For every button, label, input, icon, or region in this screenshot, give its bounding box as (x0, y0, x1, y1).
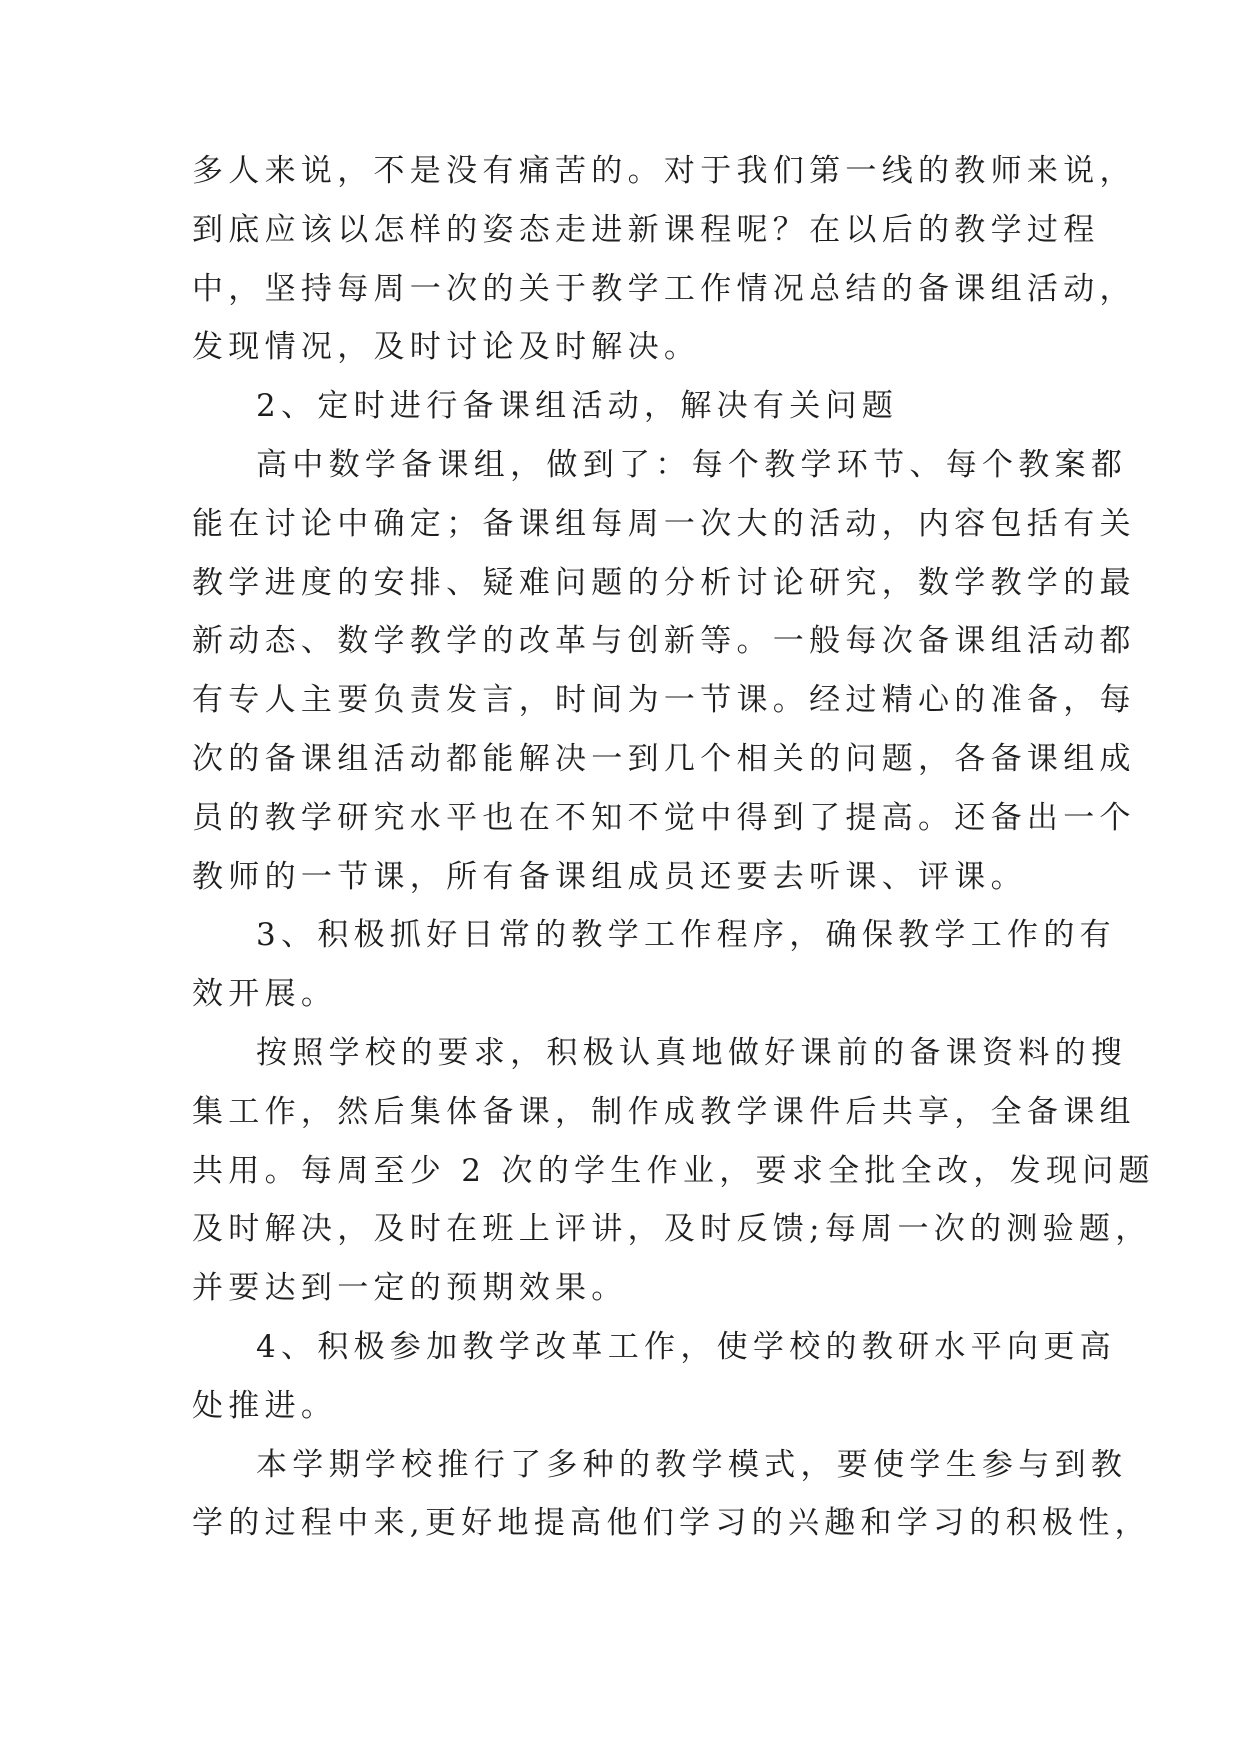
section-heading: 4、积极参加教学改革工作，使学校的教研水平向更高 (256, 1328, 1116, 1365)
text-line: 并要达到一定的预期效果。 (192, 1270, 628, 1307)
text-line: 按照学校的要求，积极认真地做好课前的备课资料的搜 (256, 1034, 1128, 1071)
text-line: 本学期学校推行了多种的教学模式，要使学生参与到教 (256, 1446, 1128, 1483)
text-line: 到底应该以怎样的姿态走进新课程呢？在以后的教学过程 (192, 211, 1100, 248)
body-text (192, 142, 1155, 1553)
text-line: 高中数学备课组，做到了：每个教学环节、每个教案都 (256, 446, 1128, 483)
text-line: 多人来说，不是没有痛苦的。对于我们第一线的教师来说， (192, 153, 1136, 189)
text-line: 教学进度的安排、疑难问题的分析讨论研究，数学教学的最 (192, 564, 1136, 601)
text-line: 教师的一节课，所有备课组成员还要去听课、评课。 (192, 858, 1027, 895)
text-line: 次的备课组活动都能解决一到几个相关的问题，各备课组成 (192, 740, 1136, 777)
section-heading: 3、积极抓好日常的教学工作程序，确保教学工作的有 (256, 917, 1116, 954)
text-line: 学的过程中来,更好地提高他们学习的兴趣和学习的积极性， (192, 1505, 1151, 1542)
text-line: 集工作，然后集体备课，制作成教学课件后共享，全备课组 (192, 1093, 1136, 1130)
text-line: 中，坚持每周一次的关于教学工作情况总结的备课组活动， (192, 270, 1136, 307)
section-heading: 2、定时进行备课组活动，解决有关问题 (256, 388, 899, 425)
text-line: 共用。每周至少 2 次的学生作业，要求全批全改，发现问题 (192, 1152, 1155, 1189)
text-line: 新动态、数学教学的改革与创新等。一般每次备课组活动都 (192, 623, 1136, 660)
text-line: 能在讨论中确定；备课组每周一次大的活动，内容包括有关 (192, 505, 1136, 542)
text-line: 有专人主要负责发言，时间为一节课。经过精心的准备，每 (192, 682, 1136, 719)
text-line: 发现情况，及时讨论及时解决。 (192, 329, 701, 366)
text-line: 员的教学研究水平也在不知不觉中得到了提高。还备出一个 (192, 799, 1136, 836)
text-line: 处推进。 (192, 1387, 338, 1424)
text-line: 效开展。 (192, 976, 338, 1013)
text-line: 及时解决，及时在班上评讲，及时反馈;每周一次的测验题， (192, 1211, 1152, 1248)
